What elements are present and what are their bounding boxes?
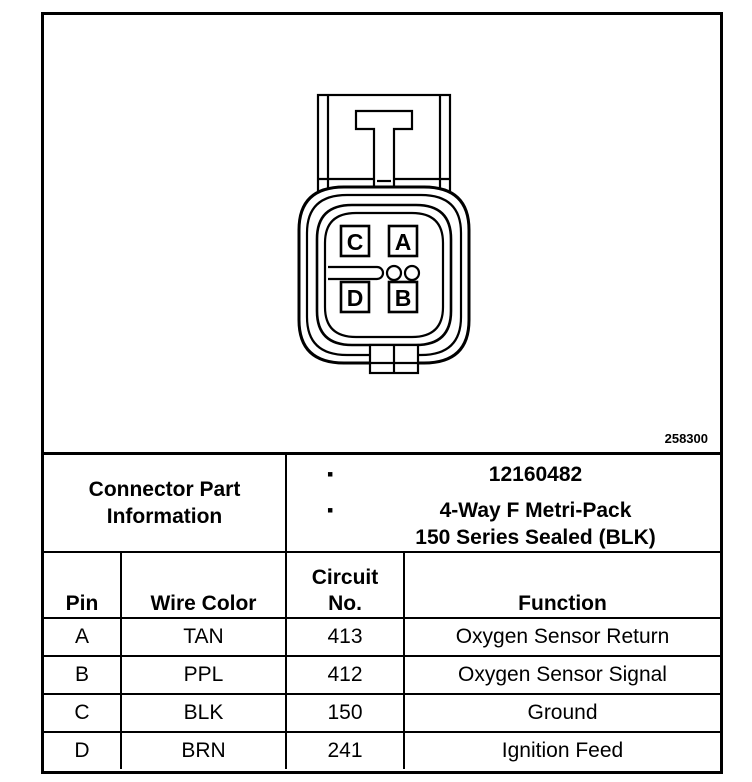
- cell-function: Ground: [404, 694, 720, 732]
- part-info-list: [286, 454, 720, 553]
- connector-face-drawing: [44, 15, 720, 452]
- cell-pin: B: [44, 656, 121, 694]
- connector-spec-table: [44, 452, 720, 769]
- cell-pin: A: [44, 618, 121, 656]
- cell-pin: D: [44, 732, 121, 769]
- header-circuit-line1: Circuit: [311, 566, 379, 589]
- cell-circuit: 241: [286, 732, 404, 769]
- header-function: Function: [404, 552, 720, 618]
- header-circuit-line2: No.: [328, 592, 362, 615]
- part-info-title-line1: Connector Part: [88, 478, 241, 501]
- cell-wire-color: BRN: [121, 732, 286, 769]
- cell-circuit: 413: [286, 618, 404, 656]
- table-row: [44, 732, 720, 769]
- pin-label-a: A: [394, 229, 412, 255]
- part-info-title-line2: Information: [106, 505, 223, 528]
- table-row: [44, 618, 720, 656]
- table-row: [44, 656, 720, 694]
- connector-diagram: [44, 15, 720, 452]
- cell-wire-color: BLK: [121, 694, 286, 732]
- cell-circuit: 412: [286, 656, 404, 694]
- connector-sheet: [41, 12, 723, 774]
- cell-circuit: 150: [286, 694, 404, 732]
- cell-function: Oxygen Sensor Signal: [404, 656, 720, 694]
- pin-label-d: D: [346, 285, 364, 311]
- header-circuit: [286, 552, 404, 618]
- cell-wire-color: TAN: [121, 618, 286, 656]
- pin-label-c: C: [346, 229, 364, 255]
- part-type-line1: 4-Way F Metri-Pack: [439, 499, 632, 522]
- part-type-line2: 150 Series Sealed (BLK): [415, 526, 656, 549]
- header-pin: Pin: [44, 552, 121, 618]
- part-info-row: [44, 454, 720, 553]
- figure-id: 258300: [664, 431, 708, 446]
- cell-function: Ignition Feed: [404, 732, 720, 769]
- table-row: [44, 694, 720, 732]
- table-header-row: [44, 552, 720, 618]
- header-wire-color: Wire Color: [121, 552, 286, 618]
- pin-label-b: B: [394, 285, 412, 311]
- part-number: ▪ 12160482: [327, 461, 720, 488]
- cell-wire-color: PPL: [121, 656, 286, 694]
- part-info-title: [44, 454, 286, 553]
- cell-function: Oxygen Sensor Return: [404, 618, 720, 656]
- cell-pin: C: [44, 694, 121, 732]
- part-type: [327, 497, 720, 551]
